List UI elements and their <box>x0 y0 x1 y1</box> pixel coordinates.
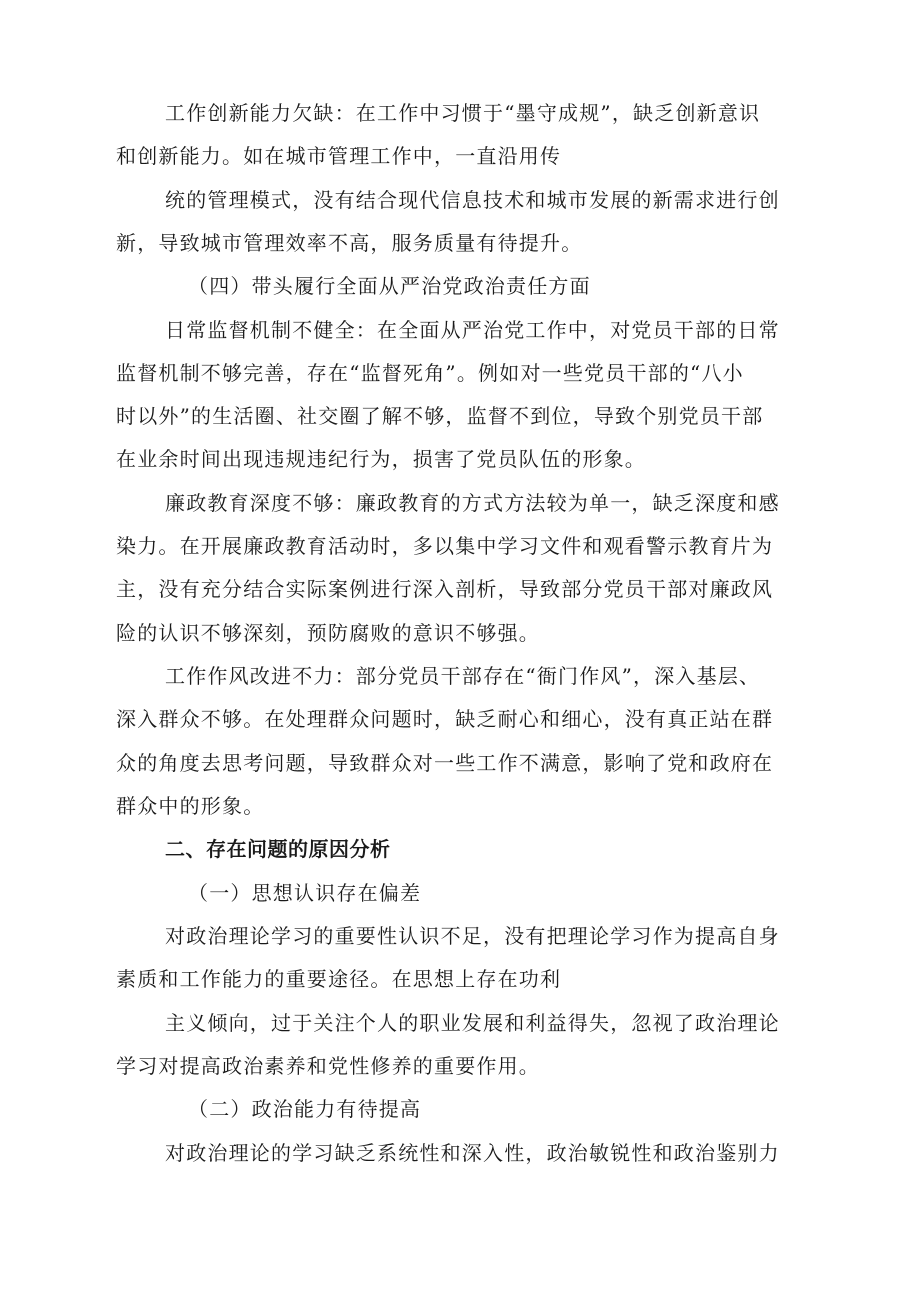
paragraph-line: 素质和工作能力的重要途径。在思想上存在功利 <box>116 967 562 991</box>
paragraph-line: 工作创新能力欠缺：在工作中习惯于“墨守成规”，缺乏创新意识 <box>165 101 761 125</box>
paragraph-line: 对政治理论学习的重要性认识不足，没有把理论学习作为提高自身 <box>165 924 780 948</box>
paragraph-line: 和创新能力。如在城市管理工作中，一直沿用传 <box>116 144 562 168</box>
paragraph-line: 众的角度去思考问题，导致群众对一些工作不满意，影响了党和政府在 <box>116 751 774 775</box>
paragraph-line: 学习对提高政治素养和党性修养的重要作用。 <box>116 1054 540 1078</box>
paragraph-line: 廉政教育深度不够：廉政教育的方式方法较为单一，缺乏深度和感 <box>165 491 780 515</box>
paragraph-line: 主，没有充分结合实际案例进行深入剖析，导致部分党员干部对廉政风 <box>116 577 774 601</box>
paragraph-line: 时以外”的生活圈、社交圈了解不够，监督不到位，导致个别党员干部 <box>116 404 764 428</box>
paragraph-line: 在业余时间出现违规违纪行为，损害了党员队伍的形象。 <box>116 447 646 471</box>
paragraph-line: 新，导致城市管理效率不高，服务质量有待提升。 <box>116 231 583 255</box>
paragraph-line: 险的认识不够深刻，预防腐败的意识不够强。 <box>116 621 540 645</box>
paragraph-line: 深入群众不够。在处理群众问题时，缺乏耐心和细心，没有真正站在群 <box>116 707 774 731</box>
section-subheading: （二）政治能力有待提高 <box>188 1097 422 1121</box>
paragraph-line: 监督机制不够完善，存在“监督死角”。例如对一些党员干部的“八小 <box>116 361 744 385</box>
paragraph-line: 主义倾向，过于关注个人的职业发展和利益得失，忽视了政治理论 <box>165 1011 780 1035</box>
section-heading: 二、存在问题的原因分析 <box>165 837 391 861</box>
section-subheading: （四）带头履行全面从严治党政治责任方面 <box>188 274 591 298</box>
paragraph-line: 工作作风改进不力：部分党员干部存在“衙门作风”，深入基层、 <box>165 664 761 688</box>
paragraph-line: 日常监督机制不健全：在全面从严治党工作中，对党员干部的日常 <box>165 318 780 342</box>
paragraph-line: 染力。在开展廉政教育活动时，多以集中学习文件和观看警示教育片为 <box>116 534 774 558</box>
paragraph-line: 群众中的形象。 <box>116 794 265 818</box>
section-subheading: （一）思想认识存在偏差 <box>188 881 422 905</box>
paragraph-line: 统的管理模式，没有结合现代信息技术和城市发展的新需求进行创 <box>165 188 780 212</box>
paragraph-line: 对政治理论的学习缺乏系统性和深入性，政治敏锐性和政治鉴别力 <box>165 1141 780 1165</box>
